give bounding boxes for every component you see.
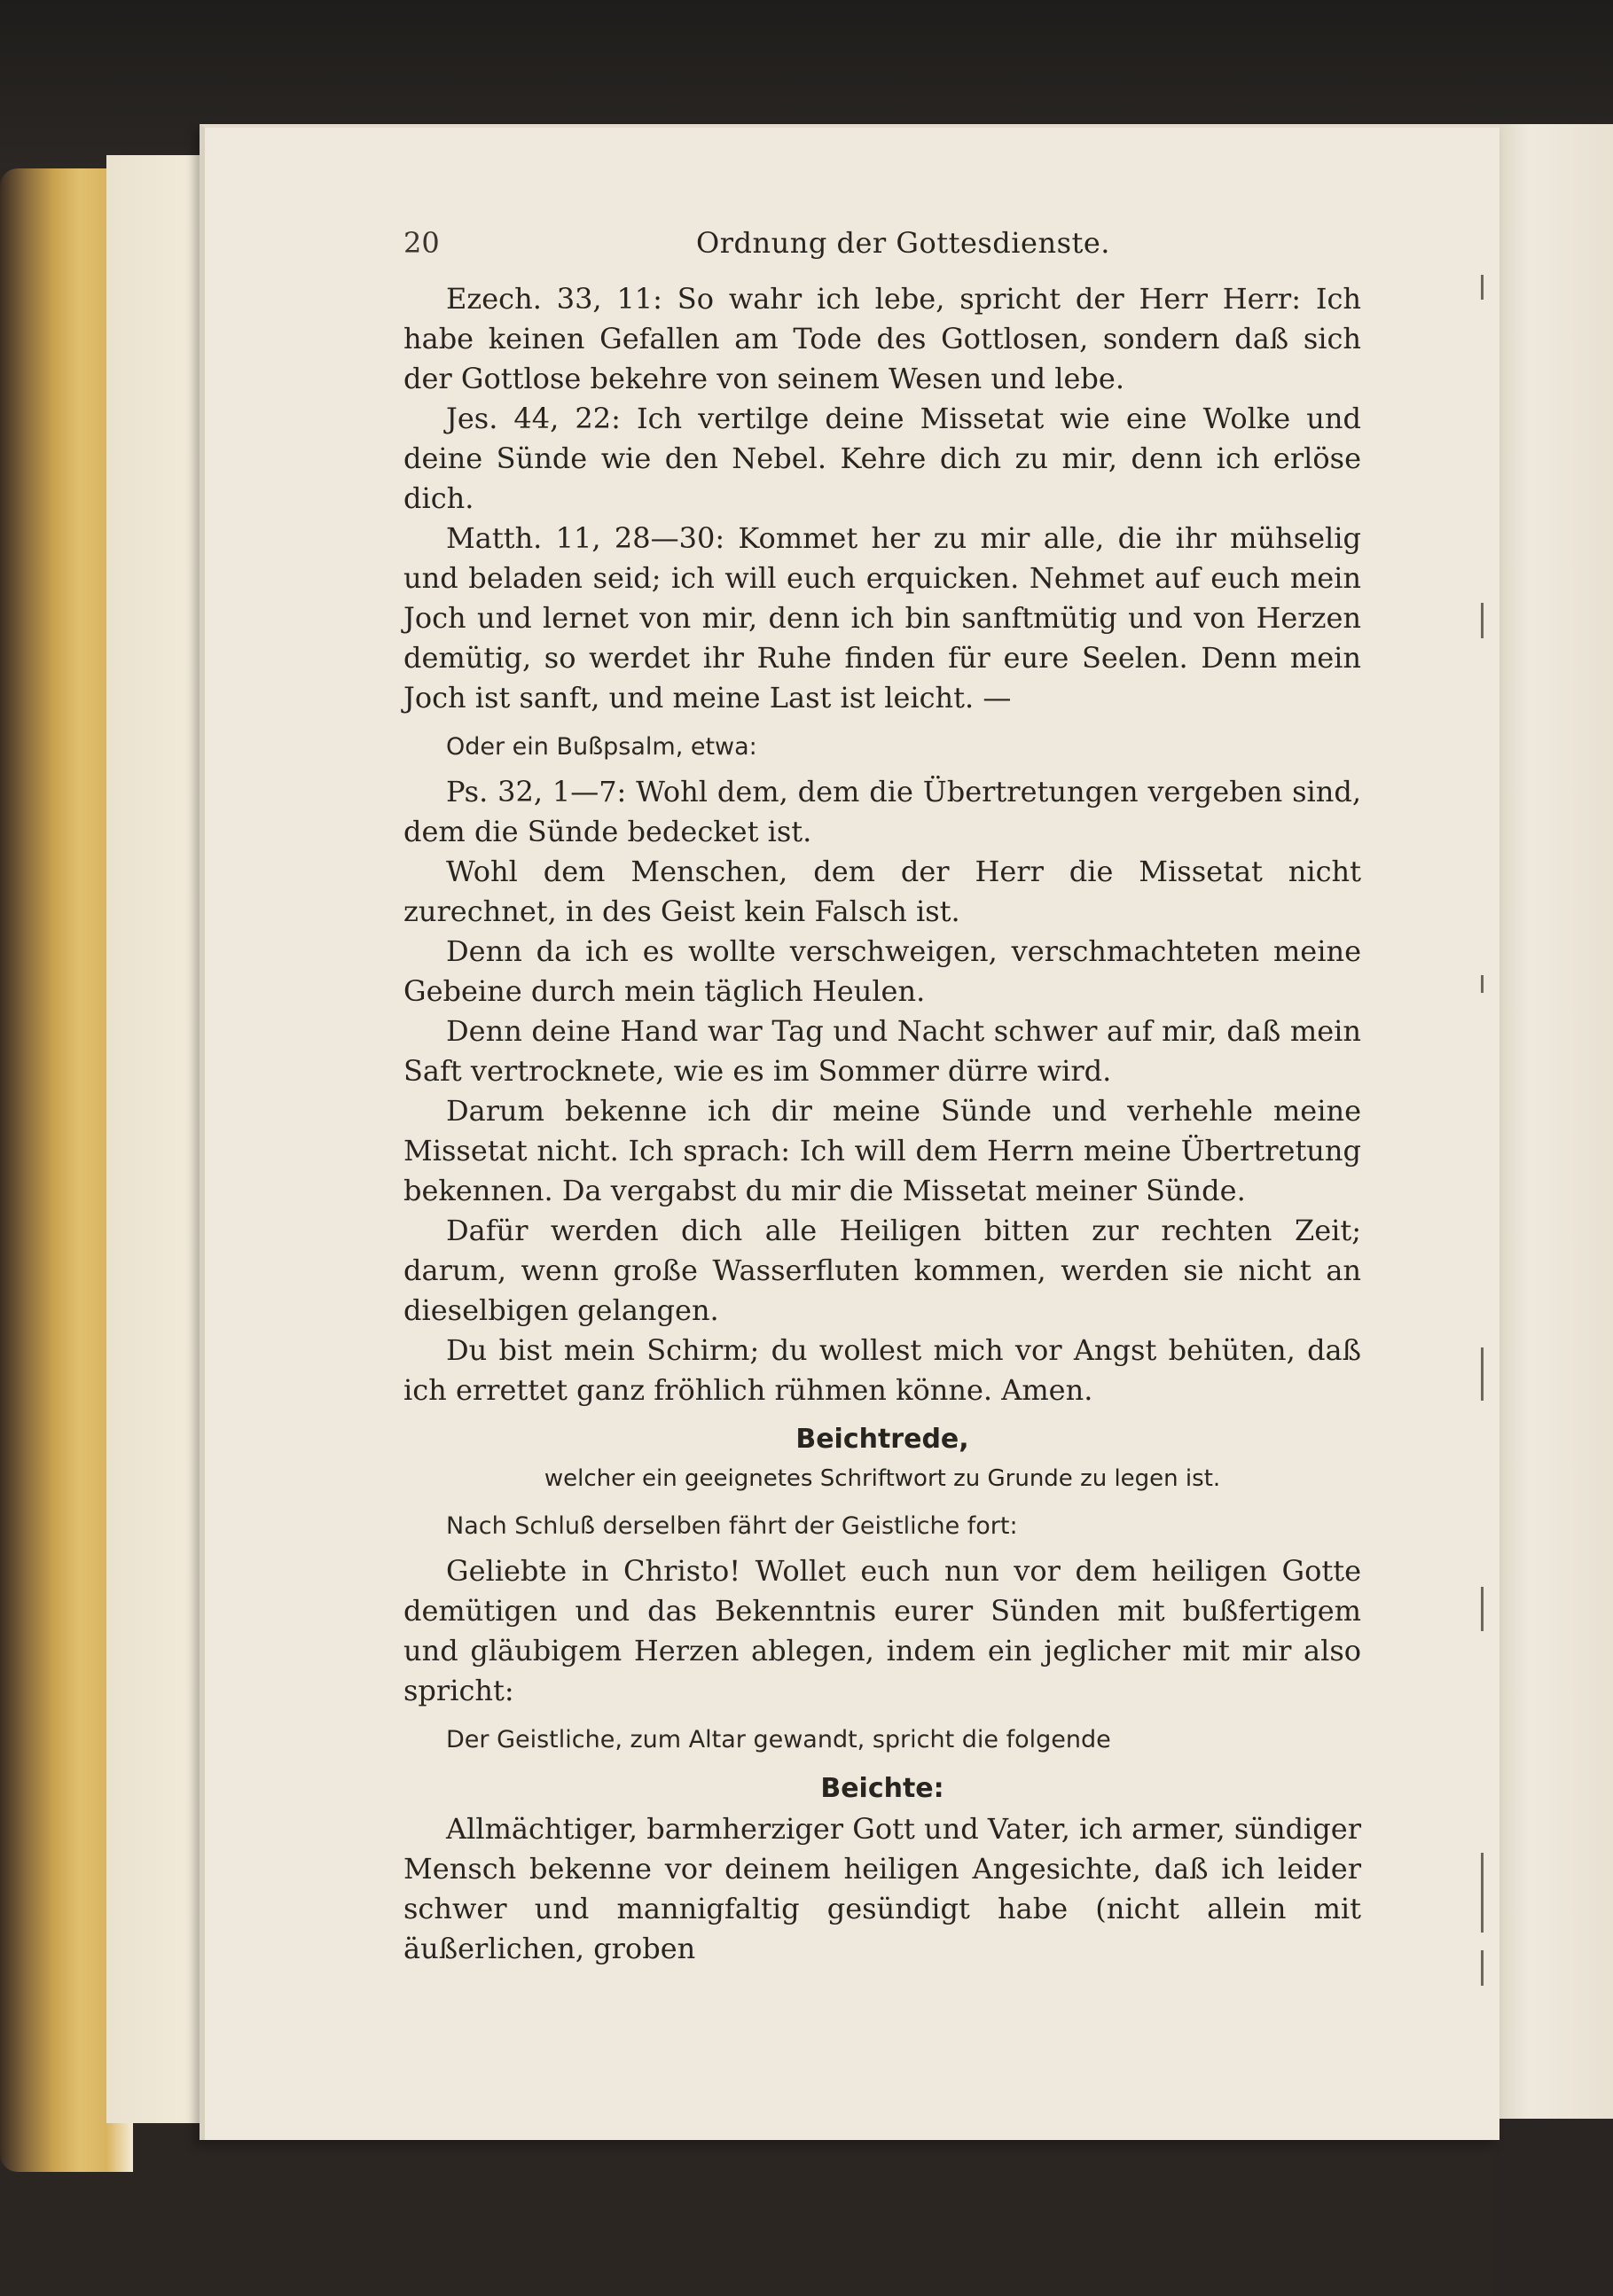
paragraph: Ezech. 33, 11: So wahr ich lebe, spricht der Herr Herr: Ich habe keinen Gefallen am Tode des Gottlosen, sondern daß sich der Gottlose bekehre von seinem Wesen und lebe. [403, 282, 1361, 395]
paragraph: Jes. 44, 22: Ich vertilge deine Missetat wie eine Wolke und deine Sünde wie den Nebel. Kehre dich zu mir, denn ich erlöse dich. [403, 402, 1361, 515]
section-heading: Beichte: [820, 1773, 944, 1804]
instruction-note: Der Geistliche, zum Altar gewandt, spricht die folgende [446, 1726, 1111, 1753]
page-number: 20 [403, 226, 440, 260]
paragraph: Denn da ich es wollte verschweigen, verschmachteten meine Gebeine durch mein täglich Heulen. [403, 934, 1361, 1008]
page-header [403, 226, 1361, 279]
paragraph: Du bist mein Schirm; du wollest mich vor Angst behüten, daß ich errettet ganz fröhlich rühmen könne. Amen. [403, 1333, 1361, 1407]
page-stack [106, 155, 215, 2123]
paragraph: Matth. 11, 28—30: Kommet her zu mir alle, die ihr mühselig und beladen seid; ich will euch erquicken. Nehmet auf euch mein Joch und lernet von mir, denn ich bin sanftmütig und von Herzen demütig, so werdet ihr Ruhe finden für eure Seelen. Denn mein Joch ist sanft, und meine Last ist leicht. — [403, 521, 1361, 715]
paragraph: Dafür werden dich alle Heiligen bitten zur rechten Zeit; darum, wenn große Wasserfluten kommen, werden sie nicht an dieselbigen gelangen. [403, 1214, 1361, 1327]
book-cover [1494, 2119, 1613, 2296]
section-subheading: welcher ein geeignetes Schriftwort zu Grunde zu legen ist. [544, 1465, 1221, 1492]
paragraph: Geliebte in Christo! Wollet euch nun vor dem heiligen Gotte demütigen und das Bekenntnis eurer Sünden mit bußfertigem und gläubigem Herzen ablegen, indem ein jeglicher mit mir also spricht: [403, 1554, 1361, 1707]
instruction-note: Oder ein Bußpsalm, etwa: [446, 733, 757, 761]
paragraph: Allmächtiger, barmherziger Gott und Vater, ich armer, sündiger Mensch bekenne vor deinem heiligen Angesichte, daß ich leider schwer und mannigfaltig gesündigt habe (nicht allein mit äußerlichen, groben [403, 1812, 1361, 1965]
instruction-note: Nach Schluß derselben fährt der Geistliche fort: [446, 1512, 1018, 1540]
right-page [1494, 124, 1613, 2136]
paragraph: Denn deine Hand war Tag und Nacht schwer auf mir, daß mein Saft vertrocknete, wie es im Sommer dürre wird. [403, 1014, 1361, 1088]
paragraph: Darum bekenne ich dir meine Sünde und verhehle meine Missetat nicht. Ich sprach: Ich will dem Herrn meine Übertretung bekennen. Da vergabst du mir die Missetat meiner Sünde. [403, 1094, 1361, 1207]
page-content [403, 226, 1361, 1969]
running-title: Ordnung der Gottesdienste. [696, 226, 1110, 260]
paragraph: Ps. 32, 1—7: Wohl dem, dem die Übertretungen vergeben sind, dem die Sünde bedecket ist. [403, 775, 1361, 848]
gutter-marks [1481, 266, 1490, 1950]
section-heading: Beichtrede, [795, 1424, 969, 1455]
paragraph: Wohl dem Menschen, dem der Herr die Missetat nicht zurechnet, in des Geist kein Falsch ist. [403, 855, 1361, 928]
